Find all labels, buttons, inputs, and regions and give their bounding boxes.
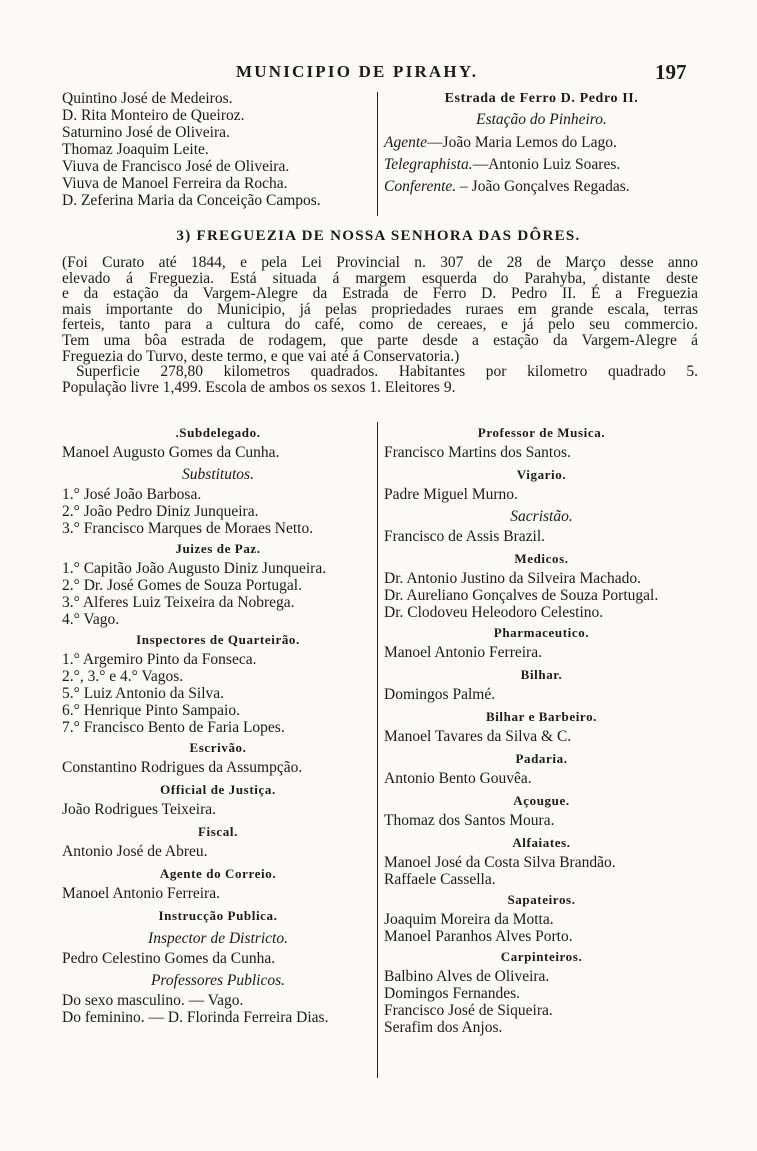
entry-heading: Pharmaceutico. [493, 625, 590, 640]
entry-line: 3.° Alferes Luiz Teixeira da Nobrega. [62, 594, 295, 611]
page-number: 197 [655, 60, 687, 84]
entry-heading: Official de Justiça. [160, 782, 276, 797]
entry-heading: Bilhar. [520, 667, 563, 682]
list-item: Saturnino José de Oliveira. [62, 124, 230, 141]
section-paragraph [62, 255, 698, 395]
entry-heading: Professor de Musica. [477, 425, 606, 440]
paragraph-line: (Foi Curato até 1844, e pela Lei Provincial n. 307 de 28 de Março desse anno [62, 254, 698, 271]
entry-line: 2.°, 3.° e 4.° Vagos. [62, 668, 184, 685]
entry-heading: Instrucção Publica. [158, 908, 278, 923]
entry-line: Do feminino. — D. Florinda Ferreira Dias. [62, 1009, 329, 1026]
entry-line: 3.° Francisco Marques de Moraes Netto. [62, 520, 314, 537]
entry-line: Padre Miguel Murno. [384, 486, 518, 503]
entry-heading: Agente do Correio. [159, 866, 277, 881]
entry-line: 1.° Capitão João Augusto Diniz Junqueira. [62, 560, 327, 577]
paragraph-line: Superficie 278,80 kilometros quadrados. Habitantes por kilometro quadrado 5. [76, 363, 698, 381]
entry-line: Constantino Rodrigues da Assumpção. [62, 759, 303, 776]
list-item: D. Rita Monteiro de Queiroz. [62, 107, 245, 124]
running-header [0, 62, 757, 86]
entry-line: Balbino Alves de Oliveira. [384, 968, 550, 985]
entry-line: Dr. Aureliano Gonçalves de Souza Portugal. [384, 587, 659, 604]
entry-line: Antonio José de Abreu. [62, 843, 208, 860]
entry-line: Antonio Bento Gouvêa. [384, 770, 532, 787]
entry-subheading: Sacristão. [510, 508, 573, 525]
paragraph-line: elevado á Freguezia. Está situada á margem esquerda do Parahyba, distante deste [62, 269, 698, 287]
entry-line: 2.° João Pedro Diniz Junqueira. [62, 503, 259, 520]
entry-heading: Açougue. [513, 793, 570, 808]
list-item: Viuva de Francisco José de Oliveira. [62, 158, 290, 175]
staff-role: Conferente. [384, 178, 457, 195]
entry-line: João Rodrigues Teixeira. [62, 801, 217, 818]
entry-line: Dr. Antonio Justino da Silveira Machado. [384, 570, 642, 587]
staff-row [384, 176, 699, 198]
list-item: Viuva de Manoel Ferreira da Rocha. [62, 175, 288, 192]
entry-line: Manoel Antonio Ferreira. [384, 644, 542, 661]
entry-line: Domingos Fernandes. [384, 985, 521, 1002]
staff-name: —Antonio Luiz Soares. [472, 156, 621, 173]
entry-line: 4.° Vago. [62, 611, 120, 628]
entry-line: Raffaele Cassella. [384, 871, 496, 888]
entry-line: Francisco de Assis Brazil. [384, 528, 546, 545]
entry-heading: Escrivão. [189, 740, 247, 755]
entry-line: Thomaz dos Santos Moura. [384, 812, 555, 829]
entry-line: 5.° Luiz Antonio da Silva. [62, 685, 225, 702]
running-title: MUNICIPIO DE PIRAHY. [236, 62, 479, 81]
entry-heading: Medicos. [514, 551, 569, 566]
list-item: Thomaz Joaquim Leite. [62, 141, 209, 158]
entry-line: Manoel Tavares da Silva & C. [384, 728, 572, 745]
paragraph-line: População livre 1,499. Escola de ambos os sexos 1. Eleitores 9. [62, 378, 456, 396]
entry-heading: Sapateiros. [507, 892, 576, 907]
staff-row [384, 154, 699, 176]
entry-line: 6.° Henrique Pinto Sampaio. [62, 702, 240, 719]
staff-name: —João Maria Lemos do Lago. [427, 134, 617, 151]
entry-line: Do sexo masculino. — Vago. [62, 992, 244, 1009]
entry-line: Manoel José da Costa Silva Brandão. [384, 854, 616, 871]
entry-heading: Fiscal. [198, 824, 238, 839]
entry-line: Manoel Paranhos Alves Porto. [384, 928, 573, 945]
column-divider [377, 92, 378, 216]
paragraph-line: Tem uma bôa estrada de rodagem, que parte desde a estação da Vargem-Alegre á [62, 331, 698, 349]
entry-subheading: Substitutos. [182, 466, 254, 483]
list-item: Quintino José de Medeiros. [62, 90, 233, 107]
station-name: Estação do Pinheiro. [476, 111, 607, 128]
column-divider [377, 422, 378, 1078]
entry-heading: Vigario. [516, 467, 567, 482]
list-item: D. Zeferina Maria da Conceição Campos. [62, 192, 321, 209]
staff-row [384, 132, 699, 154]
entry-line: Francisco Martins dos Santos. [384, 444, 571, 461]
paragraph-line: Freguezia do Turvo, deste termo, e que vai até á Conservatoria.) [62, 347, 460, 365]
paragraph-line: ferteis, tanto para a cultura do café, como de cereaes, e já pelo seu commercio. [62, 316, 698, 334]
entry-line: Dr. Clodoveu Heleodoro Celestino. [384, 604, 604, 621]
right-column [384, 422, 699, 1036]
staff-name: – João Gonçalves Regadas. [456, 178, 630, 195]
staff-role: Agente [384, 134, 428, 151]
staff-role: Telegraphista. [384, 156, 473, 173]
top-left-list [62, 90, 374, 209]
entry-subheading: Inspector de Districto. [148, 930, 288, 947]
left-column [62, 422, 374, 1026]
railway-title: Estrada de Ferro D. Pedro II. [444, 91, 639, 106]
entry-line: 7.° Francisco Bento de Faria Lopes. [62, 719, 285, 736]
entry-line: Joaquim Moreira da Motta. [384, 911, 554, 928]
paragraph-line: mais importante do Municipio, já pelas propriedades ruraes em grande escala, terras [62, 300, 698, 318]
entry-heading: .Subdelegado. [175, 425, 261, 440]
entry-line: 1.° Argemiro Pinto da Fonseca. [62, 651, 257, 668]
section-title: 3) FREGUEZIA DE NOSSA SENHORA DAS DÔRES. [176, 228, 581, 244]
entry-line: Pedro Celestino Gomes da Cunha. [62, 950, 276, 967]
paragraph-line: e da estação da Vargem-Alegre da Estrada de Ferro D. Pedro II. É a Freguezia [62, 285, 698, 303]
entry-line: Domingos Palmé. [384, 686, 496, 703]
entry-line: 2.° Dr. José Gomes de Souza Portugal. [62, 577, 302, 594]
entry-line: Serafim dos Anjos. [384, 1019, 503, 1036]
entry-line: Francisco José de Siqueira. [384, 1002, 553, 1019]
entry-line: Manoel Augusto Gomes da Cunha. [62, 444, 280, 461]
entry-line: Manoel Antonio Ferreira. [62, 885, 220, 902]
entry-heading: Carpinteiros. [500, 949, 583, 964]
entry-heading: Bilhar e Barbeiro. [485, 709, 598, 724]
entry-heading: Inspectores de Quarteirão. [136, 632, 300, 647]
entry-heading: Juizes de Paz. [175, 541, 261, 556]
entry-heading: Padaria. [515, 751, 568, 766]
entry-line: 1.° José João Barbosa. [62, 486, 202, 503]
entry-heading: Alfaiates. [512, 835, 571, 850]
railway-block [384, 90, 699, 198]
entry-subheading: Professores Publicos. [150, 972, 286, 989]
